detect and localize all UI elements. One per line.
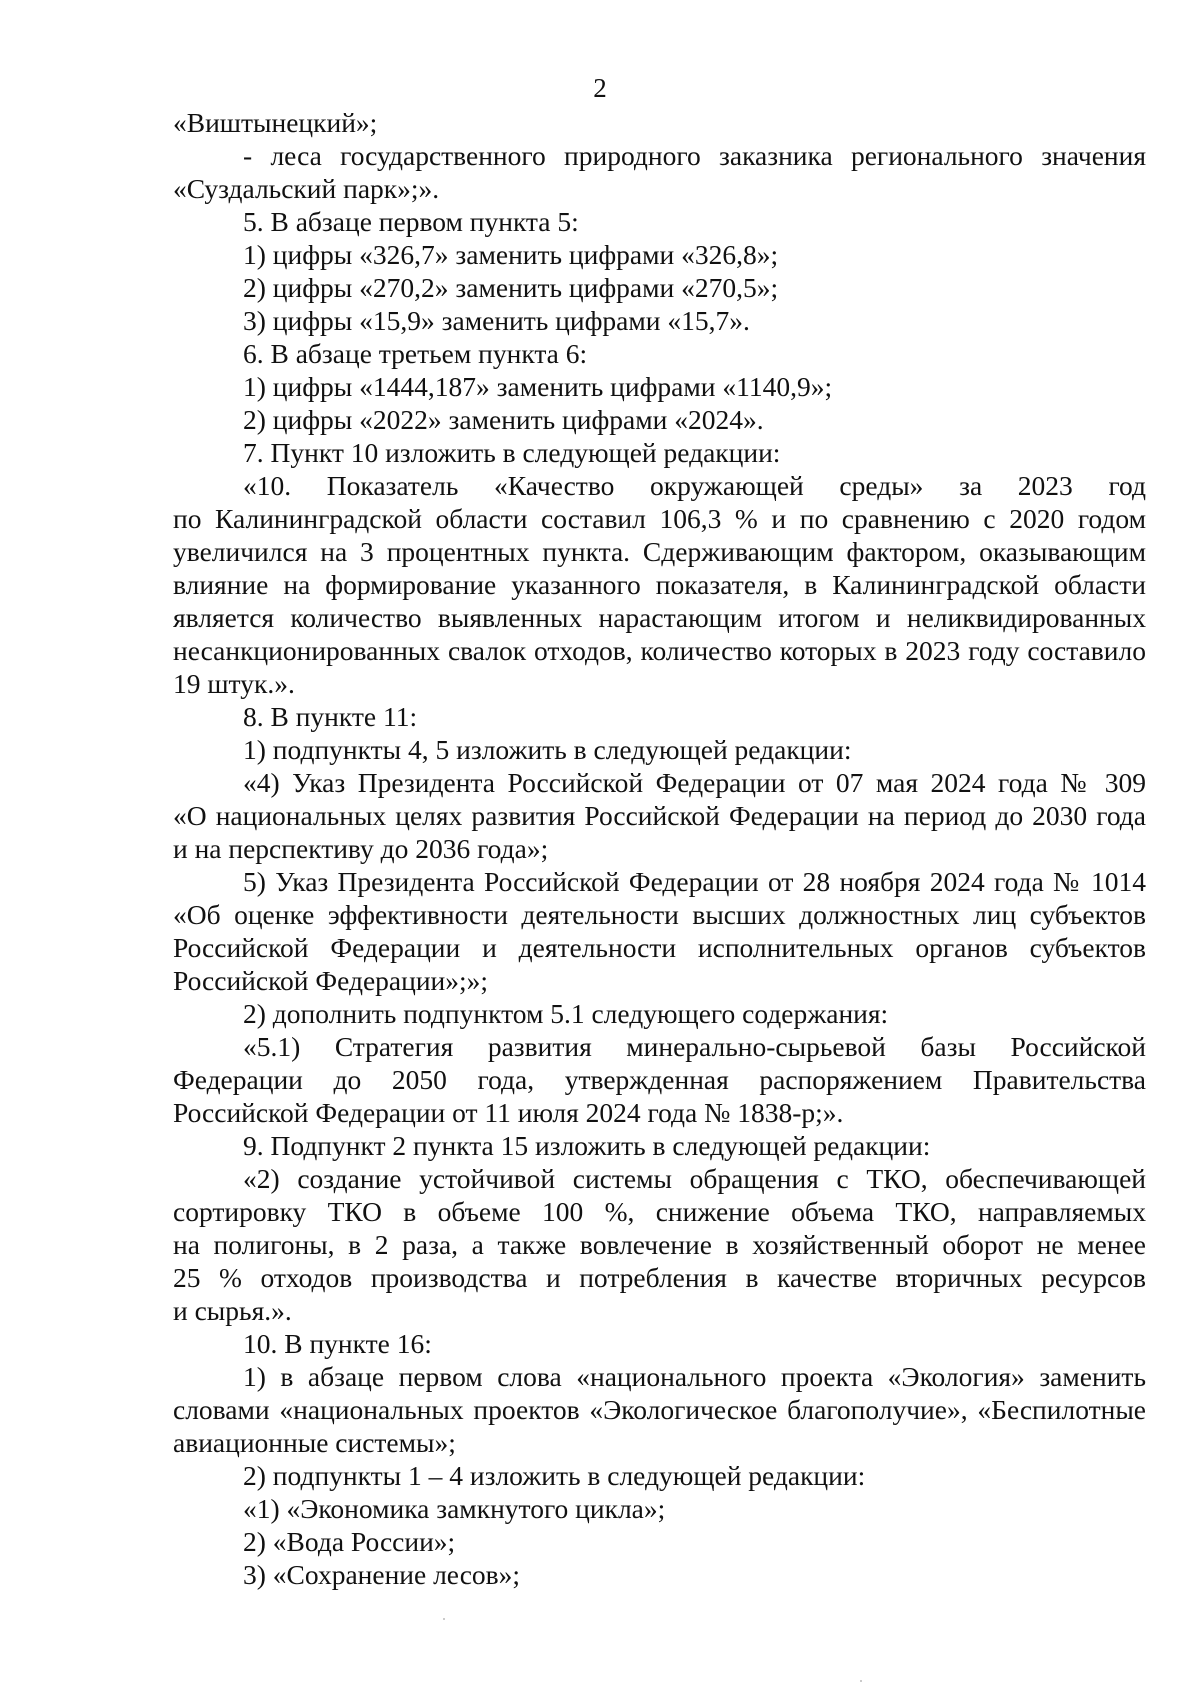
text-line: 1) цифры «1444,187» заменить цифрами «1140,9»; — [243, 371, 833, 402]
text-line: несанкционированных свалок отходов, количество которых в 2023 году составило — [173, 635, 1146, 666]
text-line: 2) подпункты 1 – 4 изложить в следующей редакции: — [243, 1460, 866, 1491]
text-line: Федерации до 2050 года, утвержденная распоряжением Правительства — [173, 1064, 1146, 1095]
scan-speck — [443, 1618, 445, 1620]
text-line: 5) Указ Президента Российской Федерации от 28 ноября 2024 года № 1014 — [243, 866, 1146, 897]
text-line: Российской Федерации и деятельности исполнительных органов субъектов — [173, 932, 1146, 963]
page-number: 2 — [593, 73, 607, 103]
text-line: «Об оценке эффективности деятельности высших должностных лиц субъектов — [173, 899, 1146, 930]
text-line: 1) цифры «326,7» заменить цифрами «326,8»; — [243, 239, 779, 270]
text-line: словами «национальных проектов «Экологическое благополучие», «Беспилотные — [173, 1394, 1146, 1425]
text-line: «1) «Экономика замкнутого цикла»; — [243, 1493, 666, 1524]
scan-speck — [860, 1680, 862, 1682]
text-line: авиационные системы»; — [173, 1427, 456, 1458]
text-line: 10. В пункте 16: — [243, 1328, 432, 1359]
text-line: 3) цифры «15,9» заменить цифрами «15,7». — [243, 305, 750, 336]
text-line: «4) Указ Президента Российской Федерации от 07 мая 2024 года № 309 — [243, 767, 1146, 798]
text-line: 8. В пункте 11: — [243, 701, 418, 732]
text-line: на полигоны, в 2 раза, а также вовлечение в хозяйственный оборот не менее — [173, 1229, 1146, 1260]
text-line: «О национальных целях развития Российской Федерации на период до 2030 года — [173, 800, 1146, 831]
text-line: сортировку ТКО в объеме 100 %, снижение объема ТКО, направляемых — [173, 1196, 1146, 1227]
text-line: 9. Подпункт 2 пункта 15 изложить в следующей редакции: — [243, 1130, 931, 1161]
text-line: по Калининградской области составил 106,3 % и по сравнению с 2020 годом — [173, 503, 1146, 534]
document-body — [173, 106, 1146, 1591]
text-line: «2) создание устойчивой системы обращения с ТКО, обеспечивающей — [243, 1163, 1146, 1194]
text-line: 7. Пункт 10 изложить в следующей редакции: — [243, 437, 781, 468]
text-line: 3) «Сохранение лесов»; — [243, 1559, 521, 1590]
text-line: и сырья.». — [173, 1295, 292, 1326]
text-line: - леса государственного природного заказника регионального значения — [243, 140, 1146, 171]
text-line: «10. Показатель «Качество окружающей среды» за 2023 год — [243, 470, 1146, 501]
text-line: увеличился на 3 процентных пункта. Сдерживающим фактором, оказывающим — [173, 536, 1146, 567]
text-line: 2) дополнить подпунктом 5.1 следующего содержания: — [243, 998, 889, 1029]
text-line: 2) цифры «270,2» заменить цифрами «270,5»; — [243, 272, 779, 303]
text-line: «Виштынецкий»; — [173, 107, 378, 138]
text-line: является количество выявленных нарастающим итогом и неликвидированных — [173, 602, 1146, 633]
text-line: 2) цифры «2022» заменить цифрами «2024». — [243, 404, 764, 435]
text-line: Российской Федерации от 11 июля 2024 года № 1838-р;». — [173, 1097, 844, 1128]
text-line: 1) в абзаце первом слова «национального проекта «Экология» заменить — [243, 1361, 1146, 1392]
text-line: и на перспективу до 2036 года»; — [173, 833, 549, 864]
text-line: 5. В абзаце первом пункта 5: — [243, 206, 579, 237]
text-line: 25 % отходов производства и потребления в качестве вторичных ресурсов — [173, 1262, 1146, 1293]
text-line: влияние на формирование указанного показателя, в Калининградской области — [173, 569, 1146, 600]
text-line: 1) подпункты 4, 5 изложить в следующей редакции: — [243, 734, 852, 765]
text-line: «5.1) Стратегия развития минерально-сырьевой базы Российской — [243, 1031, 1146, 1062]
text-line: «Суздальский парк»;». — [173, 173, 440, 204]
text-line: 6. В абзаце третьем пункта 6: — [243, 338, 588, 369]
text-line: Российской Федерации»;»; — [173, 965, 489, 996]
text-line: 19 штук.». — [173, 668, 295, 699]
text-line: 2) «Вода России»; — [243, 1526, 456, 1557]
